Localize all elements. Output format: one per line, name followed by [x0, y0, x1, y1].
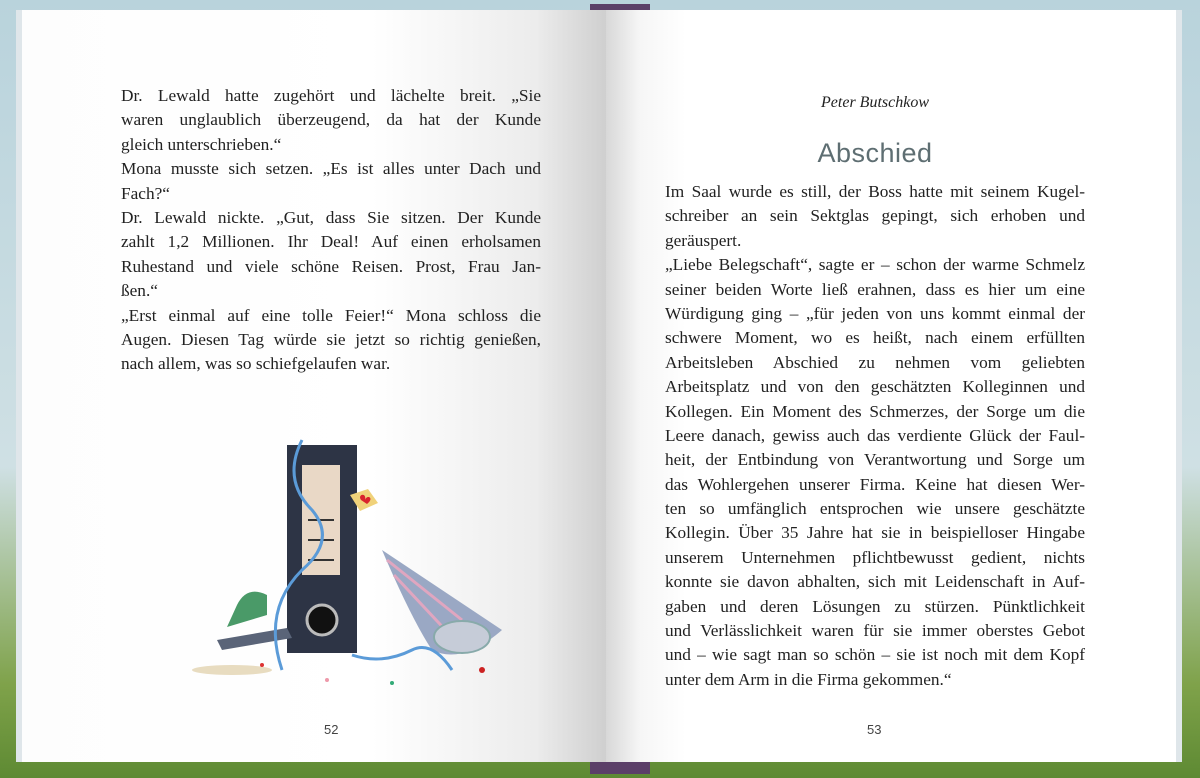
- text-line: gaben und deren Lösungen zu stürzen. Pünktlichkeit: [665, 596, 1085, 616]
- text-line: Dr. Lewald hatte zugehört und lächelte breit. „Sie: [121, 86, 541, 105]
- text-line: Ruhestand und viele schöne Reisen. Prost, Frau Jan-: [121, 256, 541, 276]
- text-line: Arbeitsplatz und von den geschätzten Kolleginnen und: [665, 377, 1085, 397]
- page-number: 53: [867, 722, 882, 737]
- office-party-illustration: [162, 425, 502, 705]
- text-line: Fach?“: [121, 183, 170, 203]
- text-line: und – wie sagt man so schön – sie ist noch mit dem Kopf: [665, 645, 1085, 665]
- text-line: Im Saal wurde es still, der Boss hatte mit seinem Kugel-: [665, 182, 1085, 201]
- text-line: Kollegin. Über 35 Jahre hat sie in beispielloser Hingabe: [665, 523, 1085, 543]
- chapter-title: Abschied: [817, 138, 933, 168]
- text-line: Arbeitsleben Abschied zu nehmen vom geliebten: [665, 352, 1085, 372]
- text-line: „Erst einmal auf eine tolle Feier!“ Mona schloss die: [121, 305, 541, 325]
- right-page-text: [665, 180, 1085, 692]
- text-line: schreiber an sein Sektglas gepingt, sich erhoben und: [665, 206, 1085, 226]
- text-line: waren unglaublich überzeugend, da hat der Kunde: [121, 110, 541, 130]
- text-line: nach allem, was so schiefgelaufen war.: [121, 354, 391, 374]
- text-line: heit, der Entbindung von Verantwortung und Sorge um: [665, 450, 1085, 470]
- text-line: schwere Moment, wo es heißt, nach einem erfüllten: [665, 328, 1085, 348]
- text-line: Kollegen. Ein Moment des Schmerzes, der Sorge um die: [665, 401, 1085, 421]
- text-line: Mona musste sich setzen. „Es ist alles unter Dach und: [121, 159, 541, 179]
- text-line: Dr. Lewald nickte. „Gut, dass Sie sitzen. Der Kunde: [121, 207, 541, 227]
- page-number: 52: [324, 722, 339, 737]
- text-line: konnte sie davon abhalten, sich mit Leidenschaft in Auf-: [665, 572, 1085, 592]
- text-line: ßen.“: [121, 281, 158, 301]
- chapter-author: Peter Butschkow: [821, 94, 929, 111]
- text-line: „Liebe Belegschaft“, sagte er – schon der warme Schmelz: [665, 255, 1085, 275]
- text-line: zahlt 1,2 Millionen. Ihr Deal! Auf einen erholsamen: [121, 232, 541, 252]
- text-line: unter dem Arm in die Firma gekommen.“: [665, 669, 952, 689]
- text-line: seiner beiden Worte ließ erahnen, dass es hier um eine: [665, 279, 1085, 299]
- text-line: geräuspert.: [665, 230, 742, 250]
- text-line: das Wohlergehen unserer Firma. Keine hat diesen Wer-: [665, 474, 1085, 494]
- left-page-text: [121, 84, 541, 377]
- text-line: ten so umfänglich entsprochen wie unsere geschätzte: [665, 499, 1085, 519]
- text-line: Leere danach, gewiss auch das verdiente Glück der Faul-: [665, 425, 1085, 445]
- text-line: und Verlässlichkeit waren für sie immer oberstes Gebot: [665, 621, 1085, 641]
- text-line: gleich unterschrieben.“: [121, 134, 282, 154]
- hole-punch: [227, 592, 267, 627]
- text-line: unserem Unternehmen pflichtbewusst gedient, nichts: [665, 547, 1085, 567]
- text-line: Würdigung ging – „für jeden von uns kommt einmal der: [665, 303, 1085, 323]
- left-page: [22, 10, 606, 762]
- right-page: [606, 10, 1176, 762]
- text-line: Augen. Diesen Tag würde sie jetzt so richtig genießen,: [121, 329, 541, 349]
